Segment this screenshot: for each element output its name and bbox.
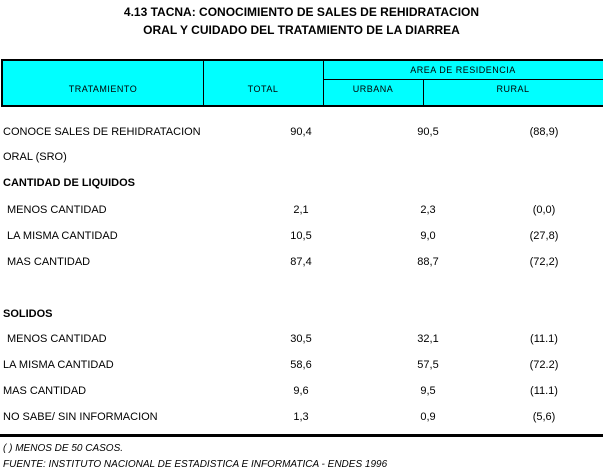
table-row (0, 308, 603, 324)
row-label: MENOS CANTIDAD (7, 333, 107, 345)
table-row (0, 359, 603, 375)
total-cell: 2,1 (293, 204, 309, 216)
table-row (0, 151, 603, 167)
total-cell: 10,5 (290, 230, 312, 242)
table-header (1, 59, 603, 107)
urbana-cell: 90,5 (417, 126, 439, 138)
bottom-rule (0, 434, 603, 437)
row-label: MAS CANTIDAD (7, 256, 91, 268)
table-row (0, 333, 603, 349)
header-area-residencia: AREA DE RESIDENCIA (410, 65, 516, 75)
table-row (0, 385, 603, 401)
title-line-2: ORAL Y CUIDADO DEL TRATAMIENTO DE LA DIARREA (143, 23, 460, 37)
row-label: MAS CANTIDAD (3, 385, 87, 397)
footnote: ( ) MENOS DE 50 CASOS. (3, 443, 124, 454)
rural-cell: (5,6) (532, 411, 556, 423)
row-label: MENOS CANTIDAD (7, 204, 107, 216)
urbana-cell: 9,0 (420, 230, 436, 242)
header-rural: RURAL (496, 84, 530, 94)
table-row (0, 204, 603, 220)
rural-cell: (0,0) (532, 204, 556, 216)
total-cell: 87,4 (290, 256, 312, 268)
row-label: CONOCE SALES DE REHIDRATACION (3, 126, 201, 138)
total-cell: 58,6 (290, 359, 312, 371)
rural-cell: (72,2) (529, 256, 559, 268)
row-label: NO SABE/ SIN INFORMACION (3, 411, 158, 423)
divider (203, 61, 204, 105)
header-tratamiento: TRATAMIENTO (68, 84, 138, 94)
table-row (0, 230, 603, 246)
urbana-cell: 2,3 (420, 204, 436, 216)
table-row (0, 177, 603, 193)
total-cell: 90,4 (290, 126, 312, 138)
rural-cell: (11.1) (530, 333, 558, 345)
row-label: LA MISMA CANTIDAD (3, 359, 114, 371)
total-cell: 9,6 (293, 385, 309, 397)
header-total: TOTAL (247, 84, 279, 94)
row-label: CANTIDAD DE LIQUIDOS (3, 177, 135, 189)
divider (323, 79, 603, 80)
total-cell: 1,3 (293, 411, 309, 423)
source-note: FUENTE: INSTITUTO NACIONAL DE ESTADISTICA E INFORMATICA - ENDES 1996 (3, 459, 388, 470)
table-row (0, 126, 603, 142)
urbana-cell: 0,9 (420, 411, 436, 423)
row-label: ORAL (SRO) (3, 151, 67, 163)
total-cell: 30,5 (290, 333, 312, 345)
row-label: SOLIDOS (3, 308, 53, 320)
urbana-cell: 9,5 (420, 385, 436, 397)
urbana-cell: 32,1 (417, 333, 439, 345)
row-label: LA MISMA CANTIDAD (7, 230, 118, 242)
rural-cell: (72.2) (529, 359, 559, 371)
urbana-cell: 88,7 (417, 256, 439, 268)
rural-cell: (88,9) (529, 126, 559, 138)
rural-cell: (11.1) (530, 385, 558, 397)
table-row (0, 256, 603, 272)
title-line-1: 4.13 TACNA: CONOCIMIENTO DE SALES DE REHIDRATACION (123, 5, 480, 19)
header-urbana: URBANA (352, 84, 394, 94)
table-row (0, 411, 603, 427)
urbana-cell: 57,5 (417, 359, 439, 371)
rural-cell: (27,8) (529, 230, 559, 242)
